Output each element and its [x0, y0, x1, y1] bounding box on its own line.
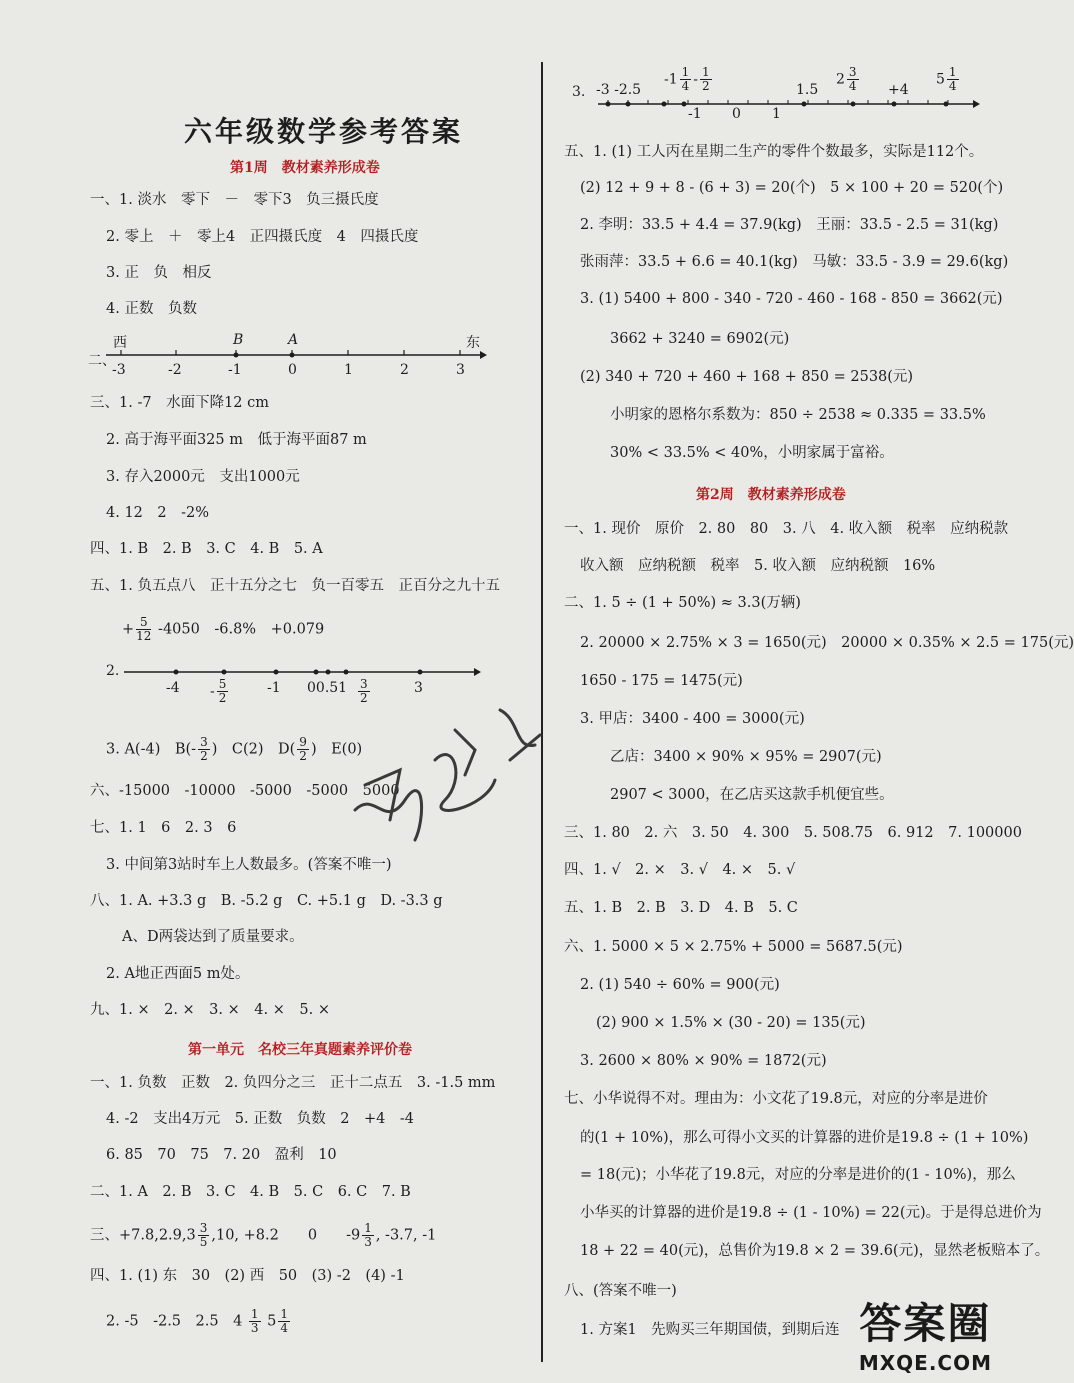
- answer-line: 二、1. A 2. B 3. C 4. B 5. C 6. C 7. B: [90, 1184, 411, 1200]
- east-label: 东: [466, 335, 480, 351]
- tick-label: 1: [344, 362, 353, 378]
- tick-label: 0: [288, 362, 297, 378]
- top-label: +4: [888, 82, 909, 98]
- answer-line: 五、1. B 2. B 3. D 4. B 5. C: [564, 900, 798, 916]
- answer-line: 3. 2600 × 80% × 90% = 1872(元): [580, 1053, 827, 1069]
- answer-line: 3. A(-4) B(- $\frac{3}{2}$ ) C(2) D( $\frac{9}{2}$ ) E(0): [106, 735, 363, 763]
- section-heading-week1: 第1周 教材素养形成卷: [230, 160, 380, 176]
- answer-line: 三、1. -7 水面下降12 cm: [90, 395, 269, 411]
- number-line-prefix: 二、: [88, 353, 116, 369]
- answer-line: 4. 12 2 -2%: [106, 505, 210, 521]
- top-label: 2 $\frac{3}{4}$: [836, 65, 857, 93]
- answer-line: 六、-15000 -10000 -5000 -5000 5000: [90, 783, 400, 799]
- answer-line: 一、1. 淡水 零下 － 零下3 负三摄氏度: [90, 192, 379, 208]
- answer-line: 6. 85 70 75 7. 20 盈利 10: [106, 1147, 337, 1163]
- site-watermark: [859, 1291, 992, 1375]
- answer-line: 3. (1) 5400 + 800 - 340 - 720 - 460 - 168 - 850 = 3662(元): [580, 291, 1003, 307]
- tick-label: -1: [228, 362, 242, 378]
- tick-label: -3: [112, 362, 126, 378]
- watermark-url: MXQE.COM: [858, 1351, 992, 1375]
- top-label: 5 $\frac{1}{4}$: [936, 65, 957, 93]
- tick-label: -4: [166, 680, 180, 696]
- answer-line: 的(1 + 10%)，那么可得小文买的计算器的进价是19.8 ÷ (1 + 10%): [580, 1130, 1029, 1146]
- answer-line: 2907 < 3000，在乙店买这款手机便宜些。: [610, 787, 894, 803]
- answer-line: 五、1. (1) 工人丙在星期二生产的零件个数最多，实际是112个。: [564, 144, 984, 160]
- answer-line: 2. A地正西面5 m处。: [106, 966, 250, 982]
- answer-line: 七、小华说得不对。理由为：小文花了19.8元，对应的分率是进价: [564, 1091, 988, 1107]
- fraction-label: $\frac{3}{2}$: [360, 677, 368, 705]
- section-heading-week2: 第2周 教材素养形成卷: [696, 487, 846, 503]
- answer-line: 4. -2 支出4万元 5. 正数 负数 2 +4 -4: [106, 1111, 414, 1127]
- fraction: $\frac{5}{12}$: [136, 615, 152, 643]
- answer-line: 七、1. 1 6 2. 3 6: [90, 820, 237, 836]
- answer-line: 五、1. 负五点八 正十五分之七 负一百零五 正百分之九十五: [90, 578, 500, 594]
- answer-line: 小明家的恩格尔系数为：850 ÷ 2538 ≈ 0.335 = 33.5%: [610, 407, 986, 423]
- tick-label: 3: [456, 362, 465, 378]
- number-line-3: [568, 60, 988, 126]
- tick-label: 00.51: [307, 680, 348, 696]
- answer-line: 六、1. 5000 × 5 × 2.75% + 5000 = 5687.5(元): [564, 939, 903, 955]
- number-line-prefix: 2.: [106, 663, 120, 679]
- answer-line: (2) 340 + 720 + 460 + 168 + 850 = 2538(元): [580, 369, 914, 385]
- number-line-prefix: 3.: [572, 84, 586, 100]
- answer-line: 4. 正数 负数: [106, 301, 197, 317]
- answer-line: 3. 中间第3站时车上人数最多。(答案不唯一): [106, 857, 392, 873]
- answer-line: 30% < 33.5% < 40%，小明家属于富裕。: [610, 445, 894, 461]
- fraction-label: - $\frac{5}{2}$: [210, 677, 227, 705]
- tick-label: 0: [732, 106, 741, 122]
- answer-line: 2. 零上 ＋ 零上4 正四摄氏度 4 四摄氏度: [106, 229, 419, 245]
- answer-line: 2. (1) 540 ÷ 60% = 900(元): [580, 977, 780, 993]
- tick-label: 1: [772, 106, 781, 122]
- page-title: 六年级数学参考答案: [184, 115, 464, 148]
- answer-line: 1650 - 175 = 1475(元): [580, 673, 743, 689]
- west-label: 西: [113, 335, 127, 351]
- answer-line: 三、1. 80 2. 六 3. 50 4. 300 5. 508.75 6. 912 7. 100000: [564, 825, 1022, 841]
- answer-line: (2) 900 × 1.5% × (30 - 20) = 135(元): [596, 1015, 866, 1031]
- answer-line: 2. -5 -2.5 2.5 4 $\frac{1}{3}$ 5 $\frac{1}{4}$: [106, 1307, 289, 1335]
- tick-label: -1: [688, 106, 702, 122]
- answer-line: 3662 + 3240 = 6902(元): [610, 331, 790, 347]
- point-label-b: B: [233, 332, 244, 348]
- answer-line: 八、(答案不唯一): [564, 1283, 677, 1299]
- top-label: 1.5: [796, 82, 819, 98]
- answer-line: (2) 12 + 9 + 8 - (6 + 3) = 20(个) 5 × 100 + 20 = 520(个): [580, 180, 1004, 196]
- answer-line: 3. 存入2000元 支出1000元: [106, 469, 300, 485]
- section-heading-unit1: 第一单元 名校三年真题素养评价卷: [188, 1042, 412, 1058]
- answer-line: 1. 方案1 先购买三年期国债，到期后连: [580, 1322, 840, 1338]
- answer-line: 四、1. √ 2. × 3. √ 4. × 5. √: [564, 862, 796, 878]
- answer-line: 八、1. A. +3.3 g B. -5.2 g C. +5.1 g D. -3.3 g: [90, 893, 443, 909]
- answer-line: 3. 正 负 相反: [106, 265, 212, 281]
- tick-label: -2: [168, 362, 182, 378]
- point-label-a: A: [288, 332, 299, 348]
- number-line-1: [88, 330, 488, 380]
- answer-line: 3. 甲店：3400 - 400 = 3000(元): [580, 711, 805, 727]
- answer-line: = 18(元)；小华花了19.8元，对应的分率是进价的(1 - 10%)，那么: [580, 1167, 1016, 1183]
- answer-line: 乙店：3400 × 90% × 95% = 2907(元): [610, 749, 882, 765]
- answer-line: 三、+7.8,2.9,3 $\frac{3}{5}$ ,10, +8.2 0 -9 $\frac{1}{3}$ , -3.7, -1: [90, 1221, 437, 1249]
- answer-line: 小华买的计算器的进价是19.8 ÷ (1 - 10%) = 22(元)。于是得总进价为: [580, 1205, 1042, 1221]
- tick-label: -1: [267, 680, 281, 696]
- tick-label: 2: [400, 362, 409, 378]
- handwriting-scribble: [345, 690, 555, 850]
- top-label: -3 -2.5: [596, 82, 642, 98]
- answer-line: 2. 高于海平面325 m 低于海平面87 m: [106, 432, 367, 448]
- answer-line: 2. 20000 × 2.75% × 3 = 1650(元) 20000 × 0.35% × 2.5 = 175(元): [580, 635, 1074, 651]
- answer-line: 张雨萍：33.5 + 6.6 = 40.1(kg) 马敏：33.5 - 3.9 = 29.6(kg): [580, 254, 1009, 270]
- watermark-logo: 答案圈: [859, 1299, 992, 1348]
- answer-line: 四、1. B 2. B 3. C 4. B 5. A: [90, 541, 323, 557]
- answer-line: 二、1. 5 ÷ (1 + 50%) ≈ 3.3(万辆): [564, 595, 801, 611]
- answer-line: 一、1. 现价 原价 2. 80 80 3. 八 4. 收入额 税率 应纳税款: [564, 521, 1009, 537]
- answer-line: 18 + 22 = 40(元)，总售价为19.8 × 2 = 39.6(元)，显然老板赔本了。: [580, 1243, 1050, 1259]
- answer-line: 九、1. × 2. × 3. × 4. × 5. ×: [90, 1002, 330, 1018]
- top-label: -1 $\frac{1}{4}$ - $\frac{1}{2}$: [664, 65, 710, 93]
- answer-line: 2. 李明：33.5 + 4.4 = 37.9(kg) 王丽：33.5 - 2.5 = 31(kg): [580, 217, 999, 233]
- tick-label: 3: [414, 680, 423, 696]
- answer-line: 一、1. 负数 正数 2. 负四分之三 正十二点五 3. -1.5 mm: [90, 1075, 496, 1091]
- answer-line: 四、1. (1) 东 30 (2) 西 50 (3) -2 (4) -1: [90, 1268, 405, 1284]
- answer-line: 收入额 应纳税额 税率 5. 收入额 应纳税额 16%: [580, 558, 936, 574]
- answer-line: + $\frac{5}{12}$ -4050 -6.8% +0.079: [122, 615, 325, 643]
- answer-line: A、D两袋达到了质量要求。: [122, 929, 304, 945]
